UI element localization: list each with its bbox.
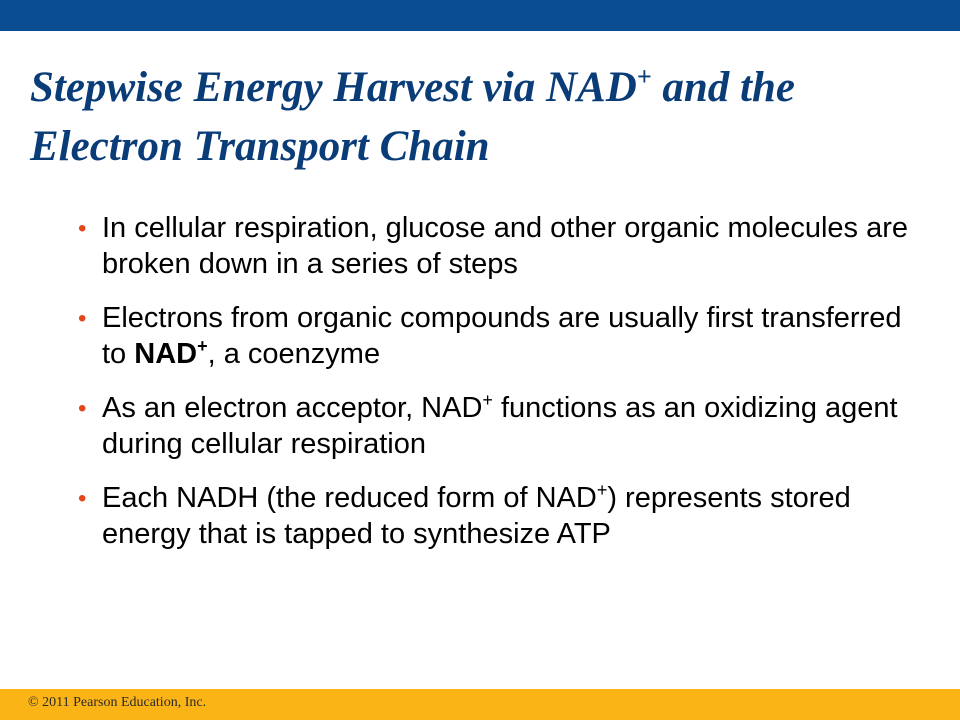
bullet-item-4 <box>60 480 920 552</box>
bullet-text: In cellular respiration, glucose and other organic molecules are broken down in a series of steps <box>102 212 908 280</box>
top-banner-bar <box>0 0 960 31</box>
title-text-part2: and the Electron Transport Chain <box>30 64 795 170</box>
footer-bar <box>0 689 960 720</box>
bullet-item-3 <box>60 390 920 462</box>
bullet-text-pre: Electrons from organic compounds are usually first transferred to <box>102 302 902 370</box>
bullet-text-pre: As an electron acceptor, NAD <box>102 392 483 424</box>
bullet-superscript: + <box>482 390 493 410</box>
bullet-text-pre: Each NADH (the reduced form of NAD <box>102 482 597 514</box>
bullet-text-post: , a coenzyme <box>207 338 381 370</box>
bullet-item-2 <box>60 300 920 372</box>
title-text-part1: Stepwise Energy Harvest via NAD <box>30 64 637 111</box>
bullet-text-post: ) represents stored energy that is tapped to synthesize ATP <box>102 482 851 550</box>
bullet-marker: • <box>78 485 87 512</box>
bullet-marker: • <box>78 305 87 332</box>
bullet-superscript: + <box>596 480 608 500</box>
bullet-list <box>60 210 920 570</box>
bullet-text-post: functions as an oxidizing agent during cellular respiration <box>102 392 898 460</box>
title-superscript: + <box>636 62 652 91</box>
slide-title <box>30 58 930 176</box>
bullet-marker: • <box>78 395 87 422</box>
copyright-notice: © 2011 Pearson Education, Inc. <box>28 695 207 710</box>
bullet-bold-term: NAD <box>134 338 198 370</box>
bullet-item-1 <box>60 210 920 282</box>
bullet-marker: • <box>78 215 87 242</box>
bullet-superscript: + <box>197 336 208 356</box>
